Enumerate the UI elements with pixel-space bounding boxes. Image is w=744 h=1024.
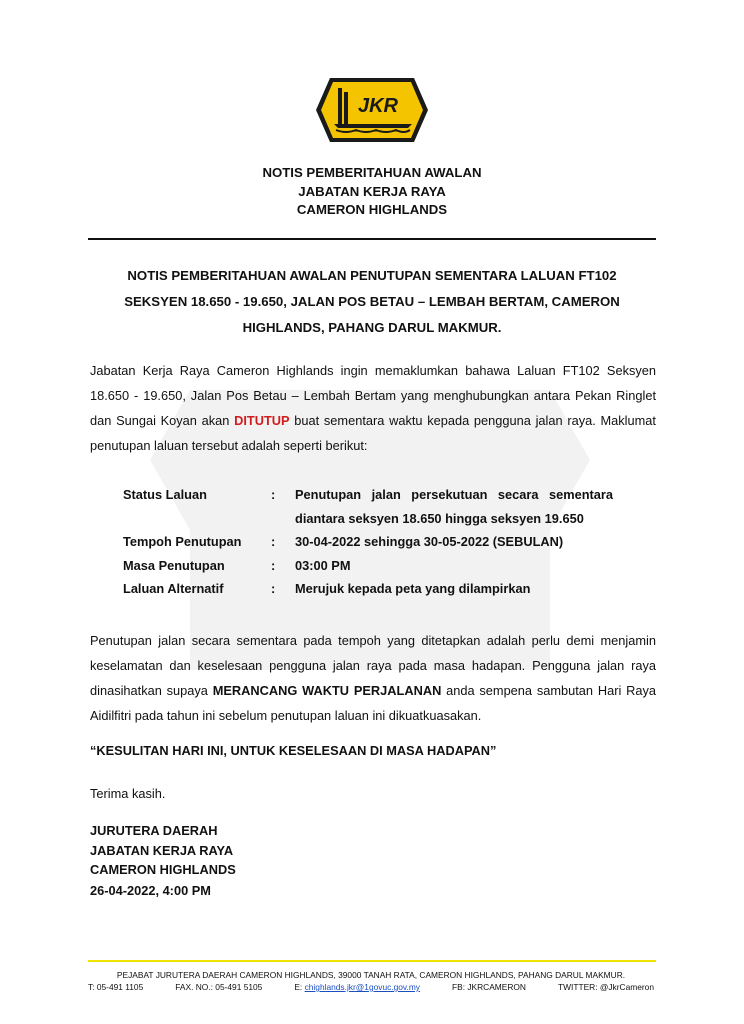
detail-colon: : — [271, 487, 276, 502]
intro-text: Jabatan Kerja Raya Cameron Highlands ingin memaklumkan bahawa Laluan FT102 Seksyen 18.650 - 19.650, Jalan Pos Betau – Lembah Bertam yang menghubungkan antara Pekan Ringlet dan Sungai Koyan akan — [90, 363, 656, 428]
detail-colon: : — [271, 557, 276, 573]
detail-label: Tempoh Penutupan — [123, 534, 242, 549]
jkr-logo — [316, 78, 428, 142]
footer-address: PEJABAT JURUTERA DAERAH CAMERON HIGHLANDS, 39000 TANAH RATA, CAMERON HIGHLANDS, PAHANG DARUL MAKMUR. — [116, 970, 626, 980]
footer-tel: T: 05-491 1105 — [88, 982, 144, 992]
title-line: HIGHLANDS, PAHANG DARUL MAKMUR. — [242, 320, 502, 335]
notice-date: 26-04-2022, 4:00 PM — [90, 883, 211, 898]
detail-colon: : — [271, 581, 276, 596]
detail-label: Masa Penutupan — [123, 557, 225, 573]
detail-value: 03:00 PM — [295, 557, 351, 573]
signature-block — [90, 821, 236, 880]
detail-label: Laluan Alternatif — [123, 581, 224, 596]
detail-row — [123, 530, 663, 554]
detail-colon: : — [271, 534, 276, 549]
footer-divider — [88, 960, 656, 962]
header-line: CAMERON HIGHLANDS — [296, 202, 448, 217]
advice-paragraph — [90, 628, 656, 728]
notice-header — [0, 164, 744, 220]
slogan: “KESULITAN HARI INI, UNTUK KESELESAAN DI MASA HADAPAN” — [90, 743, 497, 758]
footer-facebook: FB: JKRCAMERON — [452, 982, 526, 992]
detail-label: Status Laluan — [123, 487, 207, 502]
footer-email-label: E: — [294, 982, 303, 992]
signature-line: JURUTERA DAERAH — [90, 823, 218, 838]
footer-email-link[interactable]: chighlands.jkr@1govuc.gov.my — [304, 982, 420, 992]
footer-email-group — [294, 982, 420, 992]
header-divider — [88, 238, 656, 240]
closing-thanks: Terima kasih. — [90, 786, 166, 801]
detail-value: Penutupan jalan persekutuan secara sementara diantara seksyen 18.650 hingga seksyen 19.650 — [295, 487, 613, 526]
header-line: JABATAN KERJA RAYA — [298, 183, 446, 199]
detail-row — [123, 577, 663, 601]
footer-twitter: TWITTER: @JkrCameron — [558, 982, 654, 992]
title-line: NOTIS PEMBERITAHUAN AWALAN PENUTUPAN SEMENTARA LALUAN FT102 — [127, 268, 617, 283]
advice-highlight: MERANCANG WAKTU PERJALANAN — [212, 683, 442, 698]
advice-text: Penutupan jalan secara sementara pada tempoh yang ditetapkan adalah perlu demi menjamin keselamatan dan keselesaan pengguna jalan raya pada masa hadapan. Pengguna jalan raya dinasihatkan supaya — [90, 633, 656, 698]
detail-value: Merujuk kepada peta yang dilampirkan — [295, 581, 531, 596]
signature-line: JABATAN KERJA RAYA — [90, 842, 234, 858]
footer-fax: FAX. NO.: 05-491 5105 — [175, 982, 263, 992]
detail-row — [123, 554, 663, 578]
detail-row — [123, 483, 663, 530]
detail-value: 30-04-2022 sehingga 30-05-2022 (SEBULAN) — [295, 534, 564, 549]
closure-highlight: DITUTUP — [234, 413, 290, 428]
intro-paragraph — [90, 358, 656, 458]
footer-contacts — [88, 982, 654, 992]
header-line: NOTIS PEMBERITAHUAN AWALAN — [262, 165, 482, 180]
closure-details — [123, 483, 663, 601]
signature-line: CAMERON HIGHLANDS — [90, 862, 236, 877]
notice-title — [96, 263, 648, 341]
logo-text: JKR — [357, 95, 399, 117]
intro-text: buat sementara waktu kepada pengguna jalan raya. Maklumat penutupan laluan tersebut adalah seperti berikut: — [90, 413, 656, 453]
title-line: SEKSYEN 18.650 - 19.650, JALAN POS BETAU – LEMBAH BERTAM, CAMERON — [124, 294, 620, 309]
advice-text: anda sempena sambutan Hari Raya Aidilfitri pada tahun ini sebelum penutupan laluan ini dikuatkuasakan. — [90, 683, 656, 723]
